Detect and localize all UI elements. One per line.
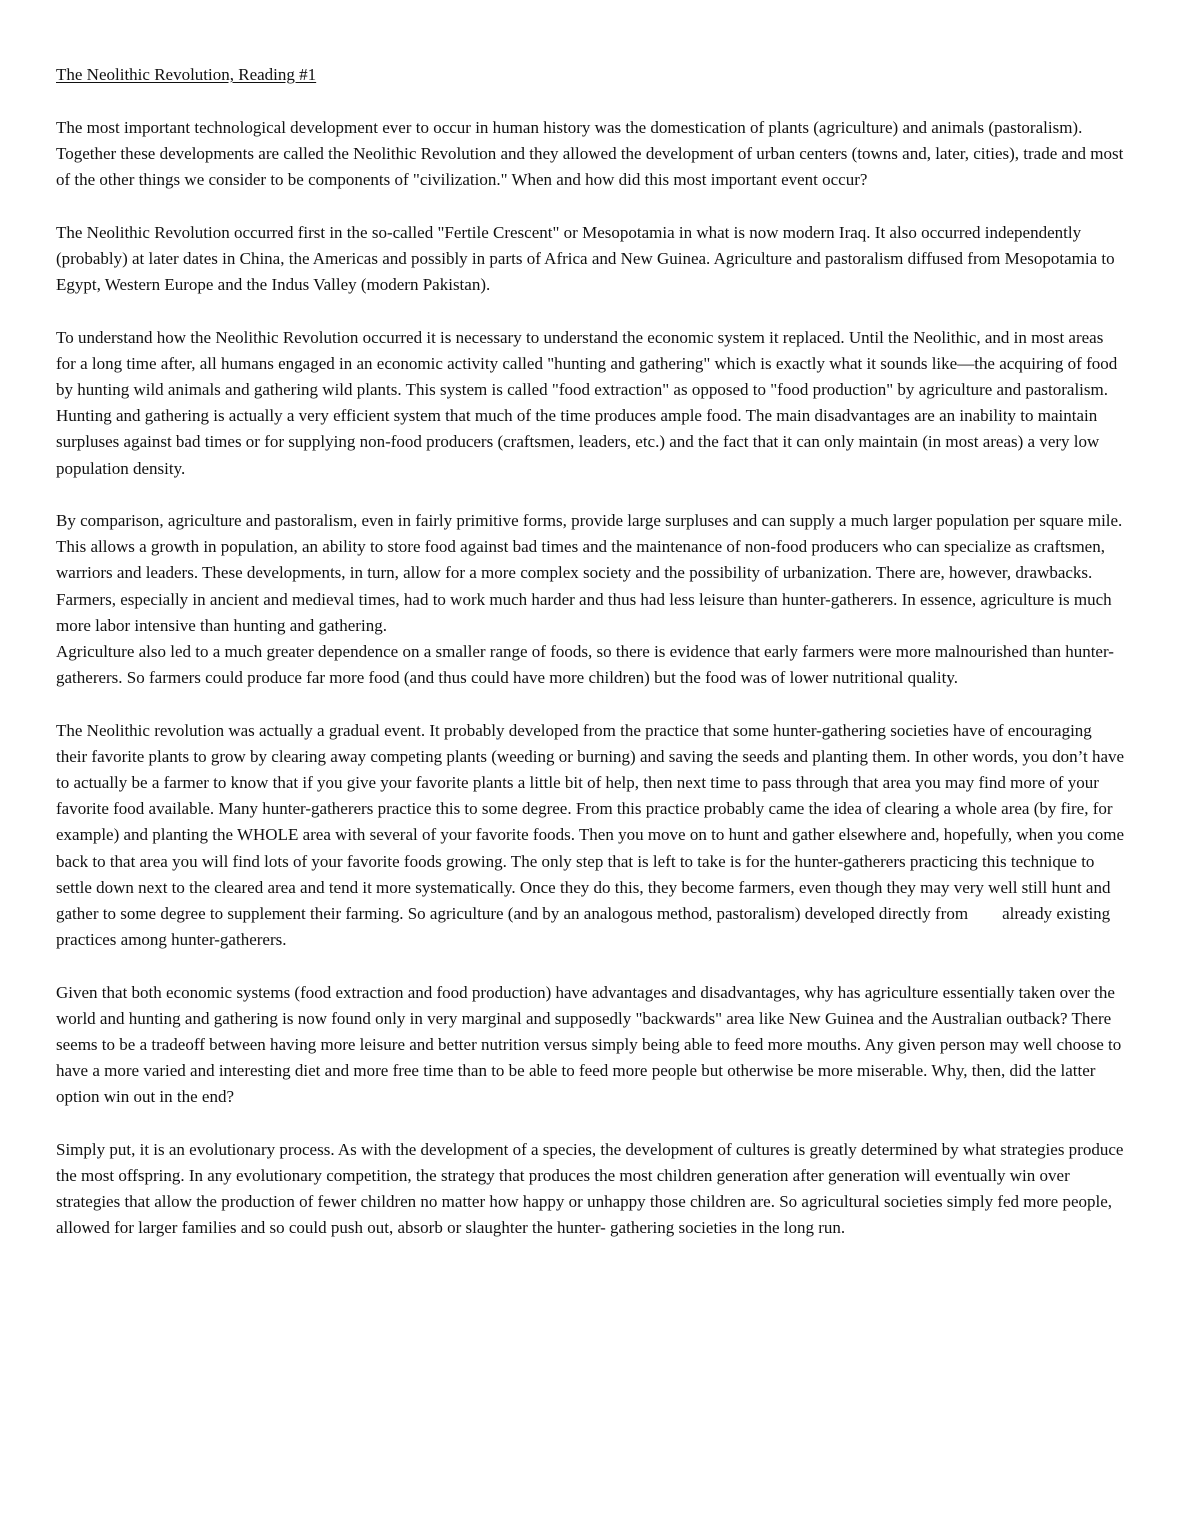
paragraph-nutrition: Agriculture also led to a much greater dependence on a smaller range of foods, so there is evidence that early farmers were more malnourished than hunter-gatherers. So farmers could produce far more food (and thus could have more children) but the food was of lower nutritional quality. [56, 642, 1114, 688]
document-page [56, 62, 1126, 1268]
paragraph-gradual-event [56, 718, 1126, 954]
paragraph-comparison: By comparison, agriculture and pastoralism, even in fairly primitive forms, provide large surpluses and can supply a much larger population per square mile. This allows a growth in population, an ability to store food against bad times and the maintenance of non-food producers who can specialize as craftsmen, warriors and leaders. These developments, in turn, allow for a more complex society and the possibility of urbanization. There are, however, drawbacks. Farmers, especially in ancient and medieval times, had to work much harder and thus had less leisure than hunter-gatherers. In essence, agriculture is much more labor intensive than hunting and gathering. [56, 511, 1123, 635]
paragraph-gradual-event-tail: already existing practices among hunter-gatherers. [56, 904, 1111, 950]
paragraph-hunting-gathering: To understand how the Neolithic Revolution occurred it is necessary to understand the economic system it replaced. Until the Neolithic, and in most areas for a long time after, all humans engaged in an economic activity called "hunting and gathering" which is exactly what it sounds like—the acquiring of food by hunting wild animals and gathering wild plants. This system is called "food extraction" as opposed to "food production" by agriculture and pastoralism. Hunting and gathering is actually a very efficient system that much of the time produces ample food. The main disadvantages are an inability to maintain surpluses against bad times or for supplying non-food producers (craftsmen, leaders, etc.) and the fact that it can only maintain (in most areas) a very low population density. [56, 327, 1118, 478]
paragraph-intro: The most important technological development ever to occur in human history was the domestication of plants (agriculture) and animals (pastoralism). Together these developments are called the Neolithic Revolution and they allowed the development of urban centers (towns and, later, cities), trade and most of the other things we consider to be components of "civilization." When and how did this most important event occur? [56, 118, 1124, 190]
document-title: The Neolithic Revolution, Reading #1 [56, 65, 317, 84]
paragraph-evolution: Simply put, it is an evolutionary process. As with the development of a species, the development of cultures is greatly determined by what strategies produce the most offspring. In any evolutionary competition, the strategy that produces the most children generation after generation will eventually win over strategies that allow the production of fewer children no matter how happy or unhappy those children are. So agricultural societies simply fed more people, allowed for larger families and so could push out, absorb or slaughter the hunter- gathering societies in the long run. [56, 1139, 1124, 1238]
paragraph-tradeoff: Given that both economic systems (food extraction and food production) have advantages and disadvantages, why has agriculture essentially taken over the world and hunting and gathering is now found only in very marginal and supposedly "backwards" area like New Guinea and the Australian outback? There seems to be a tradeoff between having more leisure and better nutrition versus simply being able to feed more mouths. Any given person may well choose to have a more varied and interesting diet and more free time than to be able to feed more people but otherwise be more miserable. Why, then, did the latter option win out in the end? [56, 982, 1122, 1107]
paragraph-gradual-event-text: The Neolithic revolution was actually a gradual event. It probably developed from the practice that some hunter-gathering societies have of encouraging their favorite plants to grow by clearing away competing plants (weeding or burning) and saving the seeds and planting them. In other words, you don’t have to actually be a farmer to know that if you give your favorite plants a little bit of help, then next time to pass through that area you may find more of your favorite food available. Many hunter-gatherers practice this to some degree. From this practice probably came the idea of clearing a whole area (by fire, for example) and planting the WHOLE area with several of your favorite foods. Then you move on to hunt and gather elsewhere and, hopefully, when you come back to that area you will find lots of your favorite foods growing. The only step that is left to take is for the hunter-gatherers practicing this technique to settle down next to the cleared area and tend it more systematically. Once they do this, they become farmers, even though they may very well still hunt and gather to some degree to supplement their farming. So agriculture (and by an analogous method, pastoralism) developed directly from [56, 720, 1125, 924]
paragraph-origins: The Neolithic Revolution occurred first in the so-called "Fertile Crescent" or Mesopotamia in what is now modern Iraq. It also occurred independently (probably) at later dates in China, the Americas and possibly in parts of Africa and New Guinea. Agriculture and pastoralism diffused from Mesopotamia to Egypt, Western Europe and the Indus Valley (modern Pakistan). [56, 222, 1115, 295]
